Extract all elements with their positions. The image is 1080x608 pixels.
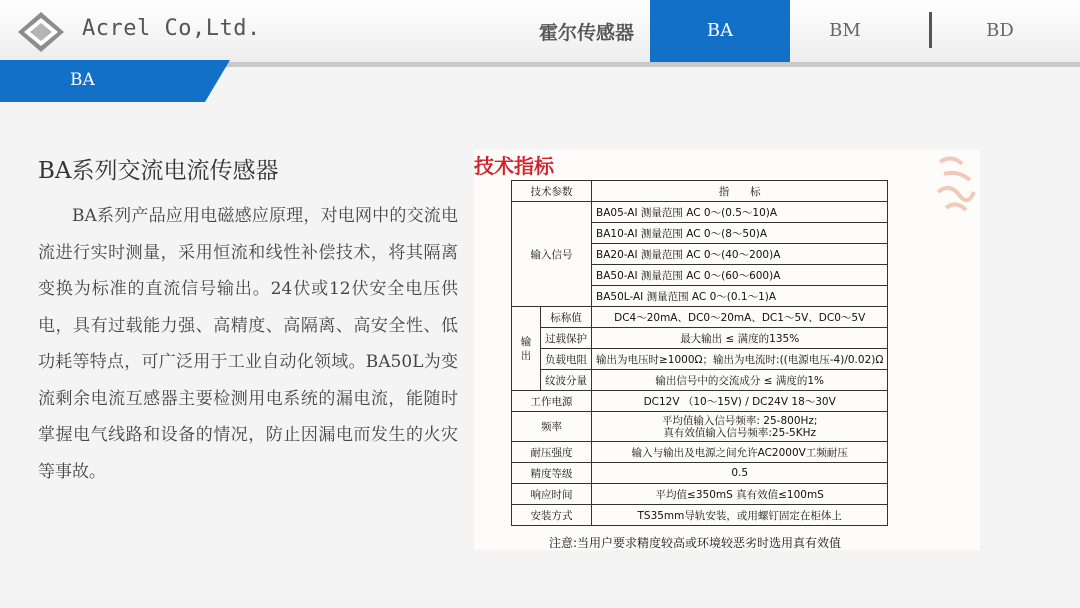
- tab-divider: [929, 12, 932, 48]
- figure-note: 注意:当用户要求精度较高或环境较恶劣时选用真有效值: [549, 536, 842, 550]
- description-paragraph: BA系列产品应用电磁感应原理，对电网中的交流电流进行实时测量，采用恒流和线性补偿技术，将其隔离变换为标准的直流信号输出。24伏或12伏安全电压供电，具有过载能力强、高精度、高隔离、高安全性、低功耗等特点，可广泛用于工业自动化领域。BA50L为变流剩余电流互感器主要检测用电系统的漏电流，能随时掌握电气线路和设备的情况，防止因漏电而发生的火灾等事故。: [38, 206, 458, 482]
- acrel-logo-icon: [16, 10, 66, 54]
- input-signal-label: 输入信号: [512, 202, 592, 307]
- company-name: Acrel Co,Ltd.: [82, 16, 261, 41]
- output-value: 最大输出 ≤ 满度的135%: [592, 328, 888, 349]
- spec-table: [511, 180, 888, 526]
- freq-value-line2: 真有效值输入信号频率:25-5KHz: [663, 426, 817, 439]
- output-key: 标称值: [541, 307, 592, 328]
- output-label: 输出: [512, 307, 541, 391]
- figure-title: 技术指标: [474, 154, 554, 178]
- output-key: 过载保护: [541, 328, 592, 349]
- input-row: BA50-AI 测量范围 AC 0～(60～600)A: [592, 265, 888, 286]
- power-value: DC12V （10～15V) / DC24V 18～30V: [592, 391, 888, 412]
- spec-key: 响应时间: [512, 484, 592, 505]
- spec-value: 0.5: [592, 463, 888, 484]
- output-value: DC4～20mA、DC0～20mA、DC1～5V、DC0～5V: [592, 307, 888, 328]
- tab-bd[interactable]: BD: [986, 20, 1014, 41]
- input-row: BA05-AI 测量范围 AC 0～(0.5～10)A: [592, 202, 888, 223]
- output-value: 输出为电压时≥1000Ω；输出为电流时:((电源电压-4)/0.02)Ω: [592, 349, 888, 370]
- input-row: BA50L-AI 测量范围 AC 0～(0.1～1)A: [592, 286, 888, 307]
- header-bar: [0, 0, 1080, 63]
- spec-value: 平均值≤350mS 真有效值≤100mS: [592, 484, 888, 505]
- freq-value-line1: 平均值输入信号频率: 25-800Hz;: [661, 414, 818, 427]
- decorative-seal-icon: [932, 152, 978, 216]
- spec-key: 安装方式: [512, 505, 592, 526]
- spec-head-param: 技术参数: [512, 181, 592, 202]
- output-value: 输出信号中的交流成分 ≤ 满度的1%: [592, 370, 888, 391]
- freq-key: 频率: [512, 412, 592, 442]
- section-label: BA: [70, 70, 95, 90]
- spec-head-value: 指 标: [592, 181, 888, 202]
- spec-key: 耐压强度: [512, 442, 592, 463]
- page-title: BA系列交流电流传感器: [38, 158, 279, 184]
- section-banner: [0, 60, 230, 102]
- tab-ba[interactable]: BA: [650, 0, 790, 62]
- category-label: 霍尔传感器: [539, 22, 635, 44]
- output-key: 负载电阻: [541, 349, 592, 370]
- tab-bm[interactable]: BM: [829, 20, 861, 41]
- spec-key: 精度等级: [512, 463, 592, 484]
- power-key: 工作电源: [512, 391, 592, 412]
- spec-value: TS35mm导轨安装，或用螺钉固定在柜体上: [592, 505, 888, 526]
- spec-value: 输入与输出及电源之间允许AC2000V工频耐压: [592, 442, 888, 463]
- spec-figure: [474, 150, 980, 550]
- output-key: 纹波分量: [541, 370, 592, 391]
- input-row: BA10-AI 测量范围 AC 0～(8～50)A: [592, 223, 888, 244]
- input-row: BA20-AI 测量范围 AC 0～(40～200)A: [592, 244, 888, 265]
- freq-value: [592, 412, 888, 442]
